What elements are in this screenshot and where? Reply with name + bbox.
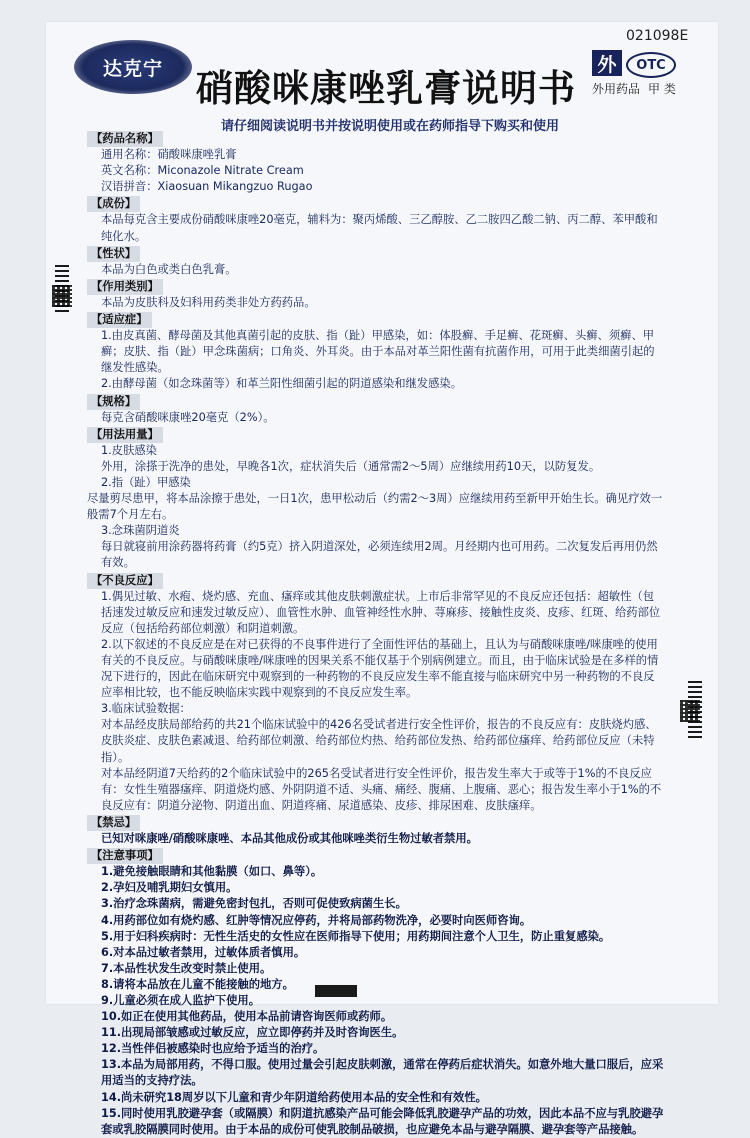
caution-item: 2.孕妇及哺乳期妇女慎用。 <box>101 881 238 895</box>
section-heading: 【性状】 <box>87 246 140 262</box>
class-label: 甲 类 <box>648 82 676 96</box>
usage-1-text: 外用，涂搽于洗净的患处，早晚各1次，症状消失后（通常需2～5周）应继续用药10天，以防复发。 <box>101 459 601 473</box>
section-heading: 【适应症】 <box>87 312 152 328</box>
section-heading: 【用法用量】 <box>87 427 163 443</box>
section-heading: 【注意事项】 <box>87 848 163 864</box>
external-drug-label: 外用药品 <box>592 82 641 96</box>
character-text: 本品为白色或类白色乳膏。 <box>101 262 237 276</box>
caution-item: 14.尚未研究18周岁以下儿童和青少年阴道给药使用本品的安全性和有效性。 <box>101 1090 487 1104</box>
document-code: 021098E <box>626 28 689 44</box>
caution-item: 3.治疗念珠菌病，需避免密封包扎，否则可促使致病菌生长。 <box>101 897 407 911</box>
caution-item: 12.当性伴侣被感染时也应给予适当的治疗。 <box>101 1042 325 1056</box>
section-heading: 【禁忌】 <box>87 815 140 831</box>
usage-3-title: 3.念珠菌阴道炎 <box>101 524 180 538</box>
external-use-mark: 外 <box>592 50 622 76</box>
caution-item: 7.本品性状发生改变时禁止使用。 <box>101 961 272 975</box>
usage-2-title: 2.指（趾）甲感染 <box>101 475 191 489</box>
contraindication-text: 已知对咪康唑/硝酸咪康唑、本品其他成份或其他咪唑类衍生物过敏者禁用。 <box>101 832 478 846</box>
caution-item: 6.对本品过敏者禁用，过敏体质者慎用。 <box>101 945 306 959</box>
adverse-3-title: 3.临床试验数据： <box>101 702 191 716</box>
adverse-3a: 对本品经皮肤局部给药的共21个临床试验中的426名受试者进行安全性评价，报告的不良反应有：皮肤烧灼感、皮肤炎症、皮肤色素减退、给药部位刺激、给药部位灼热、给药部位发热、给药部位瘙痒、给药部位反应（未特指）。 <box>101 718 657 764</box>
brand-name: 达克宁 <box>102 57 163 80</box>
caution-item: 5.用于妇科疾病时：无性生活史的女性应在医师指导下使用；用药期间注意个人卫生，防止重复感染。 <box>101 929 611 943</box>
category-text: 本品为皮肤科及妇科用药类非处方药药品。 <box>101 295 316 309</box>
usage-3-text: 每日就寝前用涂药器将药膏（约5克）挤入阴道深处，必须连续用2周。月经期内也可用药。二次复发后再用仍然有效。 <box>101 540 658 570</box>
caution-item: 4.用药部位如有烧灼感、红肿等情况应停药，并将局部药物洗净，必要时向医师咨询。 <box>101 913 532 927</box>
composition-text: 本品每克含主要成份硝酸咪康唑20毫克，辅料为：聚丙烯酸、三乙醇胺、乙二胺四乙酸二钠、丙二醇、苯甲酸和纯化水。 <box>101 213 658 243</box>
section-heading: 【作用类别】 <box>87 279 163 295</box>
page-subtitle: 请仔细阅读说明书并按说明使用或在药师指导下购买和使用 <box>220 119 559 134</box>
section-heading: 【不良反应】 <box>87 573 163 589</box>
brand-logo <box>74 40 192 94</box>
adverse-2: 2.以下叙述的不良反应是在对已获得的不良事件进行了全面性评估的基础上，且认为与硝酸咪康唑/咪康唑的使用有关的不良反应。与硝酸咪康唑/咪康唑的因果关系不能仅基于个别病例建立。而且，由于临床试验是在多样的情况下进行的，因此在临床研究中观察到的一种药物的不良反应发生率不能直接与临床研究中另一种药物的不良反应率相比较，也不能反映临床实践中观察到的不良反应发生率。 <box>101 637 659 700</box>
caution-item: 13.本品为局部用药，不得口服。使用过量会引起皮肤刺激，通常在停药后症状消失。如意外地大量口服后，应采用适当的支持疗法。 <box>101 1058 664 1088</box>
caution-item: 10.如正在使用其他药品，使用本品前请咨询医师或药师。 <box>101 1010 393 1024</box>
generic-name: 通用名称：硝酸咪康唑乳膏 <box>101 148 237 162</box>
pinyin-name: 汉语拼音：Xiaosuan Mikangzuo Rugao <box>101 180 313 194</box>
otc-badge: OTC <box>626 52 676 78</box>
caution-item: 1.避免接触眼睛和其他黏膜（如口、鼻等）。 <box>101 865 323 879</box>
caution-item: 11.出现局部皱感或过敏反应，应立即停药并及时咨询医生。 <box>101 1026 404 1040</box>
leaflet-content <box>87 130 665 1138</box>
caution-item: 15.同时使用乳胶避孕套（或隔膜）和阴道抗感染产品可能会降低乳胶避孕产品的功效，因此本品不应与乳胶避孕套或乳胶隔膜同时使用。由于本品的成份可使乳胶制品破损，也应避免本品与避孕隔膜、避孕套等产品接触。 <box>101 1106 664 1136</box>
caution-item: 8.请将本品放在儿童不能接触的地方。 <box>101 977 294 991</box>
section-heading: 【成份】 <box>87 196 140 212</box>
page-title: 硝酸咪康唑乳膏说明书 <box>196 67 576 110</box>
english-name: 英文名称：Miconazole Nitrate Cream <box>101 164 304 178</box>
indication-2: 2.由酵母菌（如念珠菌等）和革兰阳性细菌引起的阴道感染和继发感染。 <box>101 377 462 391</box>
usage-2-text: 尽量剪尽患甲，将本品涂擦于患处，一日1次，患甲松动后（约需2～3周）应继续用药至新甲开始生长。确见疗效一般需7个月左右。 <box>87 492 663 522</box>
adverse-1: 1.偶见过敏、水疱、烧灼感、充血、瘙痒或其他皮肤刺激症状。上市后非常罕见的不良反应还包括：超敏性（包括速发过敏反应和速发过敏反应）、血管性水肿、血管神经性水肿、荨麻疹、接触性皮炎、皮疹、红斑、给药部位反应（包括给药部位刺激）和阴道刺激。 <box>101 589 661 635</box>
qr-code-left <box>52 285 72 307</box>
spec-text: 每克含硝酸咪康唑20毫克（2%）。 <box>101 410 275 424</box>
qr-code-right <box>680 700 700 722</box>
adverse-3b: 对本品经阴道7天给药的2个临床试验中的265名受试者进行安全性评价，报告发生率大于或等于1%的不良反应有：女性生殖器瘙痒、阴道烧灼感、外阴阴道不适、头痛、痛经、腹痛、上腹痛、恶心；报告发生率小于1%的不良反应有：阴道分泌物、阴道出血、阴道疼痛、尿道感染、皮疹、排尿困难、皮肤瘙痒。 <box>101 766 662 812</box>
indication-1: 1.由皮真菌、酵母菌及其他真菌引起的皮肤、指（趾）甲感染，如：体股癣、手足癣、花斑癣、头癣、须癣、甲癣；皮肤、指（趾）甲念珠菌病；口角炎、外耳炎。由于本品对革兰阳性菌有抗菌作用，可用于此类细菌引起的继发性感染。 <box>101 329 655 375</box>
section-heading: 【规格】 <box>87 394 140 410</box>
section-heading: 【药品名称】 <box>87 131 163 147</box>
usage-1-title: 1.皮肤感染 <box>101 443 157 457</box>
caution-item: 9.儿童必须在成人监护下使用。 <box>101 993 261 1007</box>
